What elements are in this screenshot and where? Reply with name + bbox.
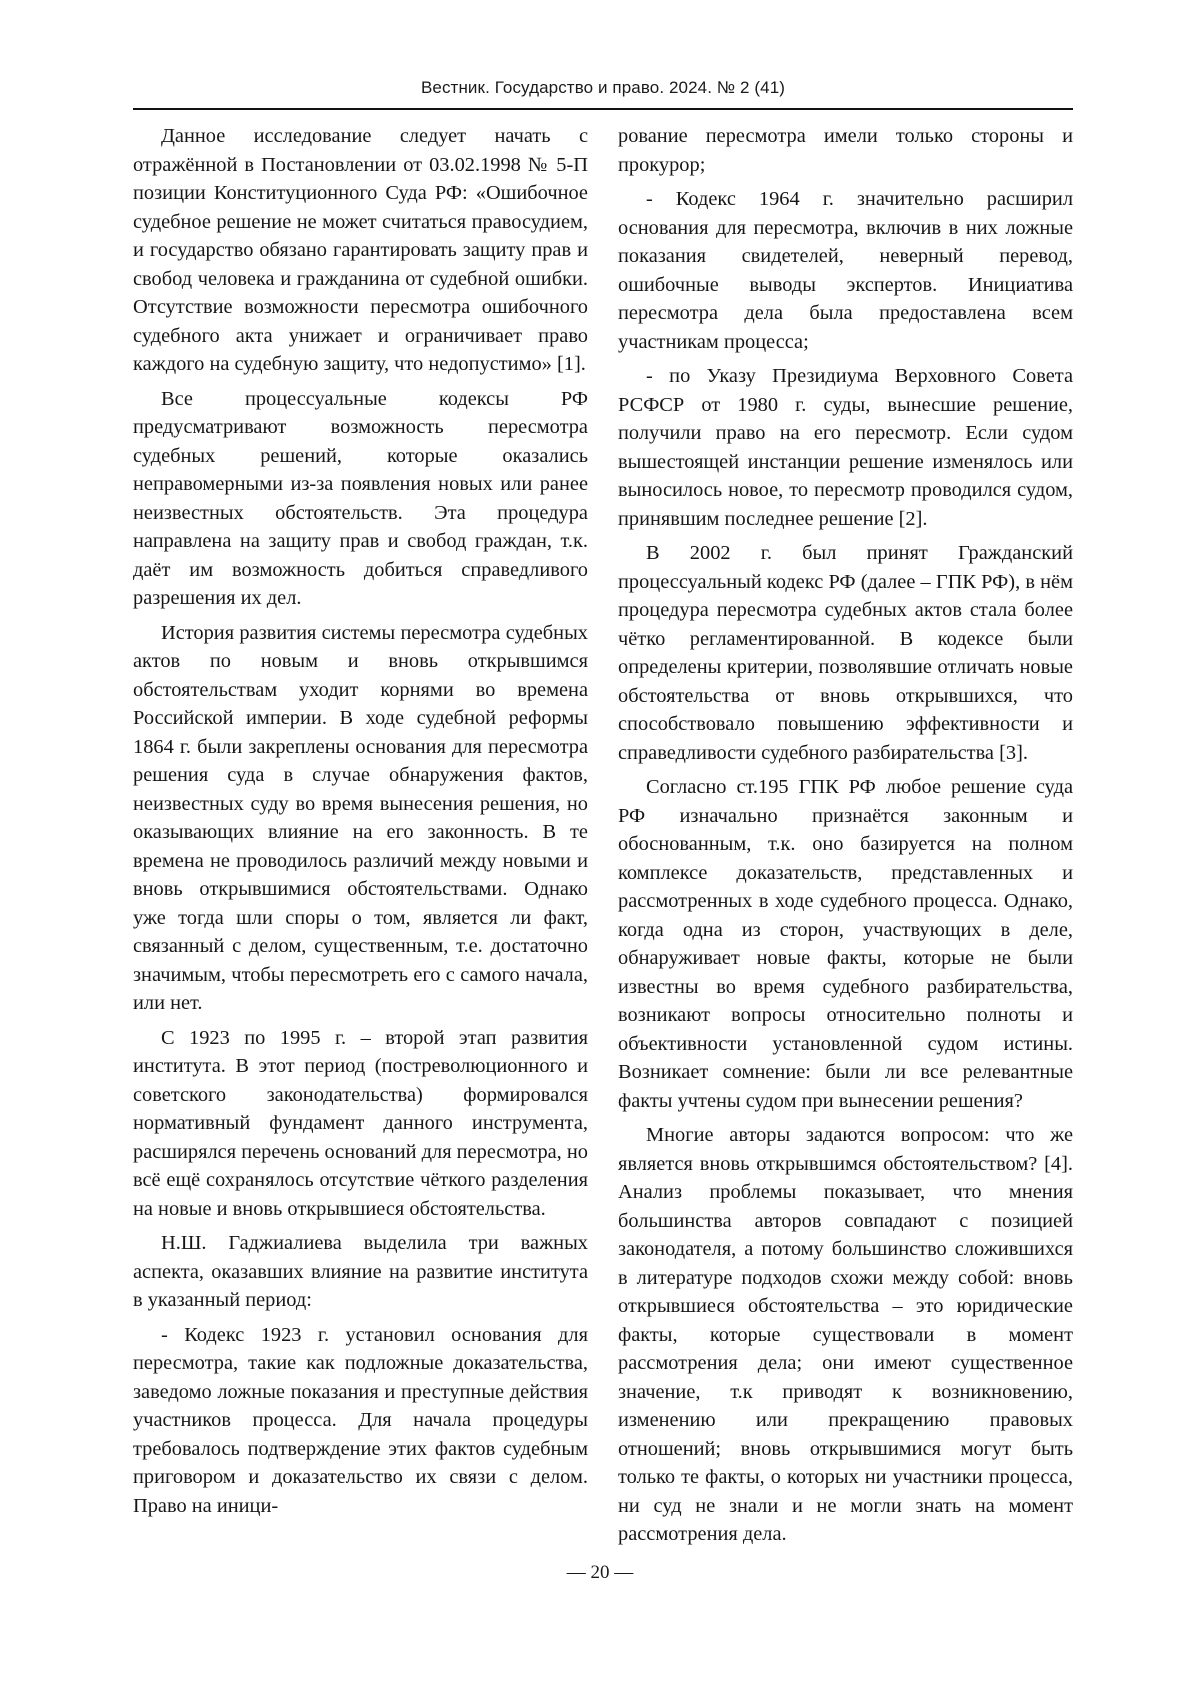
paragraph: В 2002 г. был принят Гражданский процессуальный кодекс РФ (далее – ГПК РФ), в нём процедура пересмотра судебных актов стала более чётко регламентированной. В кодексе были определены критерии, позволявшие отличать новые обстоятельства от вновь открывшихся, что способствовало повышению эффективности и справедливости судебного разбирательства [3]. [618, 542, 1073, 764]
paragraph: Все процессуальные кодексы РФ предусматривают возможность пересмотра судебных решений, которые оказались неправомерными из-за появления новых или ранее неизвестных обстоятельств. Эта процедура направлена на защиту прав и свобод граждан, т.к. даёт им возможность добиться справедливого разрешения их дел. [133, 387, 588, 609]
paragraph: История развития системы пересмотра судебных актов по новым и вновь открывшимся обстоятельствам уходит корнями во времена Российской империи. В ходе судебной реформы 1864 г. были закреплены основания для пересмотра решения суда в случае обнаружения фактов, неизвестных суду во время вынесения решения, но оказывающих влияние на его законность. В те времена не проводилось различий между новыми и вновь открывшимися обстоятельствами. Однако уже тогда шли споры о том, является ли факт, связанный с делом, существенным, т.е. достаточно значимым, чтобы пересмотреть его с самого начала, или нет. [133, 621, 588, 1014]
header-rule [133, 108, 1073, 110]
left-column [133, 122, 588, 1520]
page-number: — 20 — [566, 1562, 634, 1583]
paragraph: Данное исследование следует начать с отражённой в Постановлении от 03.02.1998 № 5-П позиции Конституционного Суда РФ: «Ошибочное судебное решение не может считаться правосудием, и государство обязано гарантировать защиту прав и свобод человека и гражданина от судебной ошибки. Отсутствие возможности пересмотра ошибочного судебного акта унижает и ограничивает право каждого на судебную защиту, что недопустимо» [1]. [133, 125, 588, 375]
paragraph: Согласно ст.195 ГПК РФ любое решение суда РФ изначально признаётся законным и обоснованным, т.к. оно базируется на полном комплексе доказательств, представленных и рассмотренных в ходе судебного процесса. Однако, когда одна из сторон, участвующих в деле, обнаруживает новые факты, которые не были известны во время судебного разбирательства, возникают вопросы относительно полноты и объективности установленной судом истины. Возникает сомнение: были ли все релевантные факты учтены судом при вынесении решения? [618, 776, 1073, 1112]
paragraph: С 1923 по 1995 г. – второй этап развития института. В этот период (постреволюционного и советского законодательства) формировался нормативный фундамент данного инструмента, расширялся перечень оснований для пересмотра, но всё ещё сохранялось отсутствие чёткого разделения на новые и вновь открывшиеся обстоятельства. [133, 1026, 588, 1220]
running-header: Вестник. Государство и право. 2024. № 2 (41) [420, 78, 786, 97]
paragraph-continuation: рование пересмотра имели только стороны и прокурор; [618, 125, 1073, 176]
list-item: - Кодекс 1964 г. значительно расширил основания для пересмотра, включив в них ложные показания свидетелей, неверный перевод, ошибочные выводы экспертов. Инициатива пересмотра дела была предоставлена всем участникам процесса; [618, 188, 1073, 353]
list-item: - Кодекс 1923 г. установил основания для пересмотра, такие как подложные доказательства, заведомо ложные показания и преступные действия участников процесса. Для начала процедуры требовалось подтверждение этих фактов судебным приговором и доказательство их связи с делом. Право на иници- [133, 1323, 588, 1517]
right-column [618, 122, 1073, 1549]
list-item: - по Указу Президиума Верховного Совета РСФСР от 1980 г. суды, вынесшие решение, получили право на его пересмотр. Если судом вышестоящей инстанции решение изменялось или выносилось новое, то пересмотр проводился судом, принявшим последнее решение [2]. [618, 365, 1073, 530]
paragraph: Многие авторы задаются вопросом: что же является вновь открывшимся обстоятельством? [4]. Анализ проблемы показывает, что мнения большинства авторов совпадают с позицией законодателя, а потому большинство сложившихся в литературе подходов схожи между собой: вновь открывшиеся обстоятельства – это юридические факты, которые существовали в момент рассмотрения дела; они имеют существенное значение, т.к приводят к возникновению, изменению или прекращению правовых отношений; вновь открывшимися могут быть только те факты, о которых ни участники процесса, ни суд не знали и не могли знать на момент рассмотрения дела. [618, 1124, 1073, 1545]
paragraph: Н.Ш. Гаджиалиева выделила три важных аспекта, оказавших влияние на развитие института в указанный период: [133, 1232, 588, 1311]
